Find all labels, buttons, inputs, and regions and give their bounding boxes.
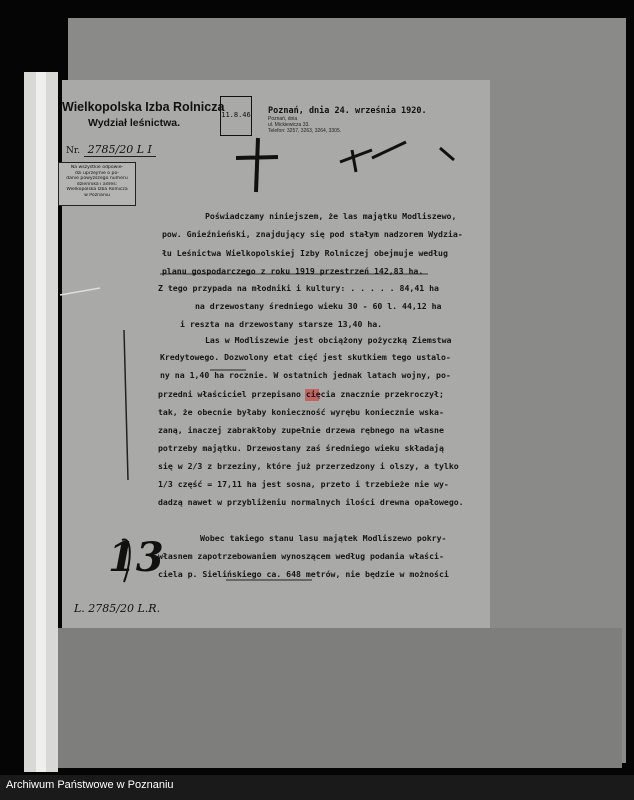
body-line: łu Leśnictwa Wielkopolskiej Izby Rolniczej obejmuje według: [162, 248, 448, 258]
body-line: Kredytowego. Dozwolony etat cięć jest skutkiem tego ustalo-: [160, 352, 451, 362]
notice-line: Na wszystkie odpowie-: [70, 165, 124, 170]
body-line: planu gospodarczego z roku 1919 przestrzeń 142,83 ha.: [162, 266, 424, 276]
archive-label: Archiwum Państwowe w Poznaniu: [6, 779, 174, 791]
notice-line: dzi uprzejmie o po-: [74, 170, 120, 176]
body-line: własnem zapotrzebowaniem wynoszącem według podania właści-: [158, 551, 444, 561]
reference-prefix: Nr.: [66, 146, 81, 156]
body-line: pow. Gnieźnieński, znajdujący się pod stałym nadzorem Wydzia-: [162, 229, 463, 239]
department-name: Wydział leśnictwa.: [88, 117, 181, 129]
body-line: i reszta na drzewostany starsze 13,40 ha.: [180, 319, 383, 329]
body-line: potrzeby majątku. Drzewostany zaś średniego wieku składają: [158, 443, 444, 453]
body-line: 1/3 część = 17,11 ha jest sosna, przeto i trzebieże nie wy-: [158, 479, 449, 489]
organization-name: Wielkopolska Izba Rolnicza: [62, 100, 225, 114]
body-line: zaną, inaczej zabrakłoby zupełnie drzewa rębnego na własne: [158, 425, 444, 435]
stamp-text: 11.8.46: [221, 111, 251, 119]
body-line: ciela p. Sielińskiego ca. 648 metrów, nie będzie w możności: [158, 569, 449, 579]
place-date: Poznań, dnia 24. września 1920.: [268, 106, 427, 116]
handwritten-margin-number: 13: [108, 534, 164, 581]
body-line: przedni właściciel przepisano cięcia znacznie przekroczył;: [158, 389, 444, 399]
notice-line: dziennika i adres:: [76, 181, 118, 187]
reference-value: 2785/20 L I: [84, 143, 156, 157]
body-line: tak, że obecnie byłaby konieczność wyrębu koniecznie wska-: [158, 407, 444, 417]
body-line: Las w Modliszewie jest obciążony pożyczką Ziemstwa: [205, 335, 452, 345]
body-line: na drzewostany średniego wieku 30 - 60 l. 44,12 ha: [195, 301, 442, 311]
handwritten-reference: L. 2785/20 L.R.: [74, 602, 161, 615]
notice-line: Wielkopolska Izba Rolnicza: [66, 187, 128, 192]
body-line: ny na 1,40 ha rocznie. W ostatnich jednak latach wojny, po-: [160, 370, 451, 380]
body-line: Poświadczamy niniejszem, że las majątku Modliszewo,: [205, 211, 457, 221]
place-label: Poznań, dnia: [268, 116, 298, 122]
notice-line: w Poznaniu: [84, 192, 110, 198]
body-line: się w 2/3 z brzeziny, które już przerzedzony i olszy, a tylko: [158, 461, 459, 471]
body-line: dadzą nawet w przybliżeniu normalnych ilości drewna opałowego.: [158, 497, 464, 507]
phones: Telefon: 3257, 3263, 3264, 3305.: [268, 128, 342, 134]
body-line: Wobec takiego stanu lasu majątek Modliszewo pokry-: [200, 533, 447, 543]
body-line: Z tego przypada na młodniki i kultury: . . . . . 84,41 ha: [158, 283, 439, 293]
notice-line: danie powyższego numeru: [66, 176, 128, 181]
address: ul. Mickiewicza 33.: [268, 122, 310, 128]
